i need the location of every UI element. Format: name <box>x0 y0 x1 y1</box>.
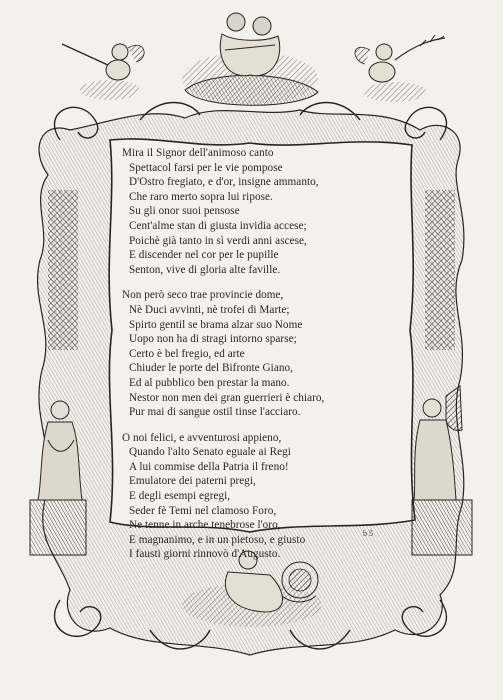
stanza <box>122 146 402 277</box>
poem-line: Su gli onor suoi pensose <box>129 205 240 218</box>
embracing-couple-icon <box>182 13 318 105</box>
poem-line: Poichè già tanto in sì verdi anni ascese, <box>129 234 307 247</box>
poem-line: Che raro merto sopra lui ripose. <box>129 190 273 203</box>
putto-with-branch-icon <box>355 35 445 102</box>
poem-line: E degli esempi egregi, <box>129 490 231 503</box>
poem-line: Spettacol farsi per le vie pompose <box>129 161 283 174</box>
poem-line: Pur mai di sangue ostil tinse l'acciaro. <box>129 406 301 419</box>
poem-line: D'Ostro fregiato, e d'or, insigne ammanto, <box>129 176 319 189</box>
poem-line: Uopo non ha di stragi intorno sparse; <box>129 333 297 346</box>
poem-line: Ne tenne in arche tenebrose l'oro, <box>129 519 281 532</box>
poem-line: Cent'alme stan di giusta invidia accese; <box>129 219 307 232</box>
poem-line: Seder fè Temi nel clamoso Foro, <box>129 504 277 517</box>
page-number: b 5 <box>363 529 373 538</box>
poem-line: Non però seco trae provincie dome, <box>122 289 284 302</box>
poem-line: Mira il Signor dell'animoso canto <box>122 147 274 159</box>
putto-with-arrow-icon <box>62 44 144 100</box>
poem-line: Nestor non men dei gran guerrieri è chiaro, <box>129 391 325 404</box>
poem-line: Senton, vive di gloria alte faville. <box>129 263 281 276</box>
stanza <box>122 431 402 562</box>
poem-text <box>122 146 402 573</box>
poem-line: Quando l'alto Senato eguale ai Regi <box>129 446 291 459</box>
stanza <box>122 288 402 419</box>
poem-line: E discender nel cor per le pupille <box>129 249 279 262</box>
poem-line: O noi felici, e avventurosi appieno, <box>122 431 282 444</box>
poem-line: Ed al pubblico ben prestar la mano. <box>129 376 290 389</box>
poem-line: Chiuder le porte del Bifronte Giano, <box>129 362 293 375</box>
poem-line: A lui commise della Patria il freno! <box>129 460 289 473</box>
poem-line: E magnanimo, e in un pietoso, e giusto <box>129 533 306 546</box>
poem-line: Spirto gentil se brama alzar suo Nome <box>129 318 303 331</box>
poem-line: Emulatore dei paterni pregi, <box>129 475 256 488</box>
poem-line: Certo è bel fregio, ed arte <box>129 347 245 360</box>
poem-line: I fausti giorni rinnovò d'Augusto. <box>129 548 281 561</box>
poem-line: Nè Duci avvinti, nè trofei di Marte; <box>129 303 290 316</box>
